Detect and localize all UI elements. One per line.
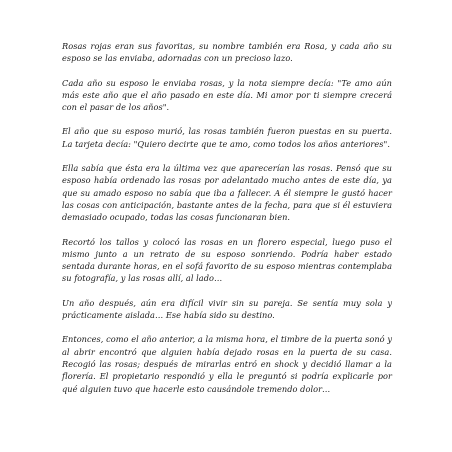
paragraph-1: Rosas rojas eran sus favoritas, su nombre también era Rosa, y cada año su esposo se las enviaba, adornadas con un precioso lazo. — [62, 41, 392, 64]
document-page — [62, 40, 392, 440]
paragraph-3: El año que su esposo murió, las rosas también fueron puestas en su puerta. La tarjeta decía: "Quiero decirte que te amo, como todos los años anteriores". — [62, 126, 392, 149]
paragraph-6: Un año después, aún era difícil vivir sin su pareja. Se sentía muy sola y prácticamente aislada… Ese había sido su destino. — [62, 297, 392, 321]
paragraph-7: Entonces, como el año anterior, a la misma hora, el timbre de la puerta sonó y al abrir encontró que alguien había dejado rosas en la puerta de su casa. Recogió las rosas; después de mirarlas entró en shock y decidió llamar a la florería. El propietario respondió y ella le preguntó si podría explicarle por qué alguien tuvo que hacerle esto causándole tremendo dolor… — [62, 334, 392, 394]
paragraph-4: Ella sabía que ésta era la última vez que aparecerían las rosas. Pensó que su esposo había ordenado las rosas por adelantado mucho antes de este día, ya que su amado esposo no sabía que iba a fallecer. A él siempre le gustó hacer las cosas con anticipación, bastante antes de la fecha, para que si él estuviera demasiado ocupado, todas las cosas funcionaran bien. — [62, 163, 392, 223]
paragraph-5: Recortó los tallos y colocó las rosas en un florero especial, luego puso el mismo junto a un retrato de su esposo sonriendo. Podría haber estado sentada durante horas, en el sofá favorito de su esposo mientras contemplaba su fotografía, y las rosas allí, al lado… — [62, 236, 392, 284]
paragraph-2: Cada año su esposo le enviaba rosas, y la nota siempre decía: "Te amo aún más este año que el año pasado en este día. Mi amor por ti siempre crecerá con el pasar de los años". — [62, 77, 392, 113]
